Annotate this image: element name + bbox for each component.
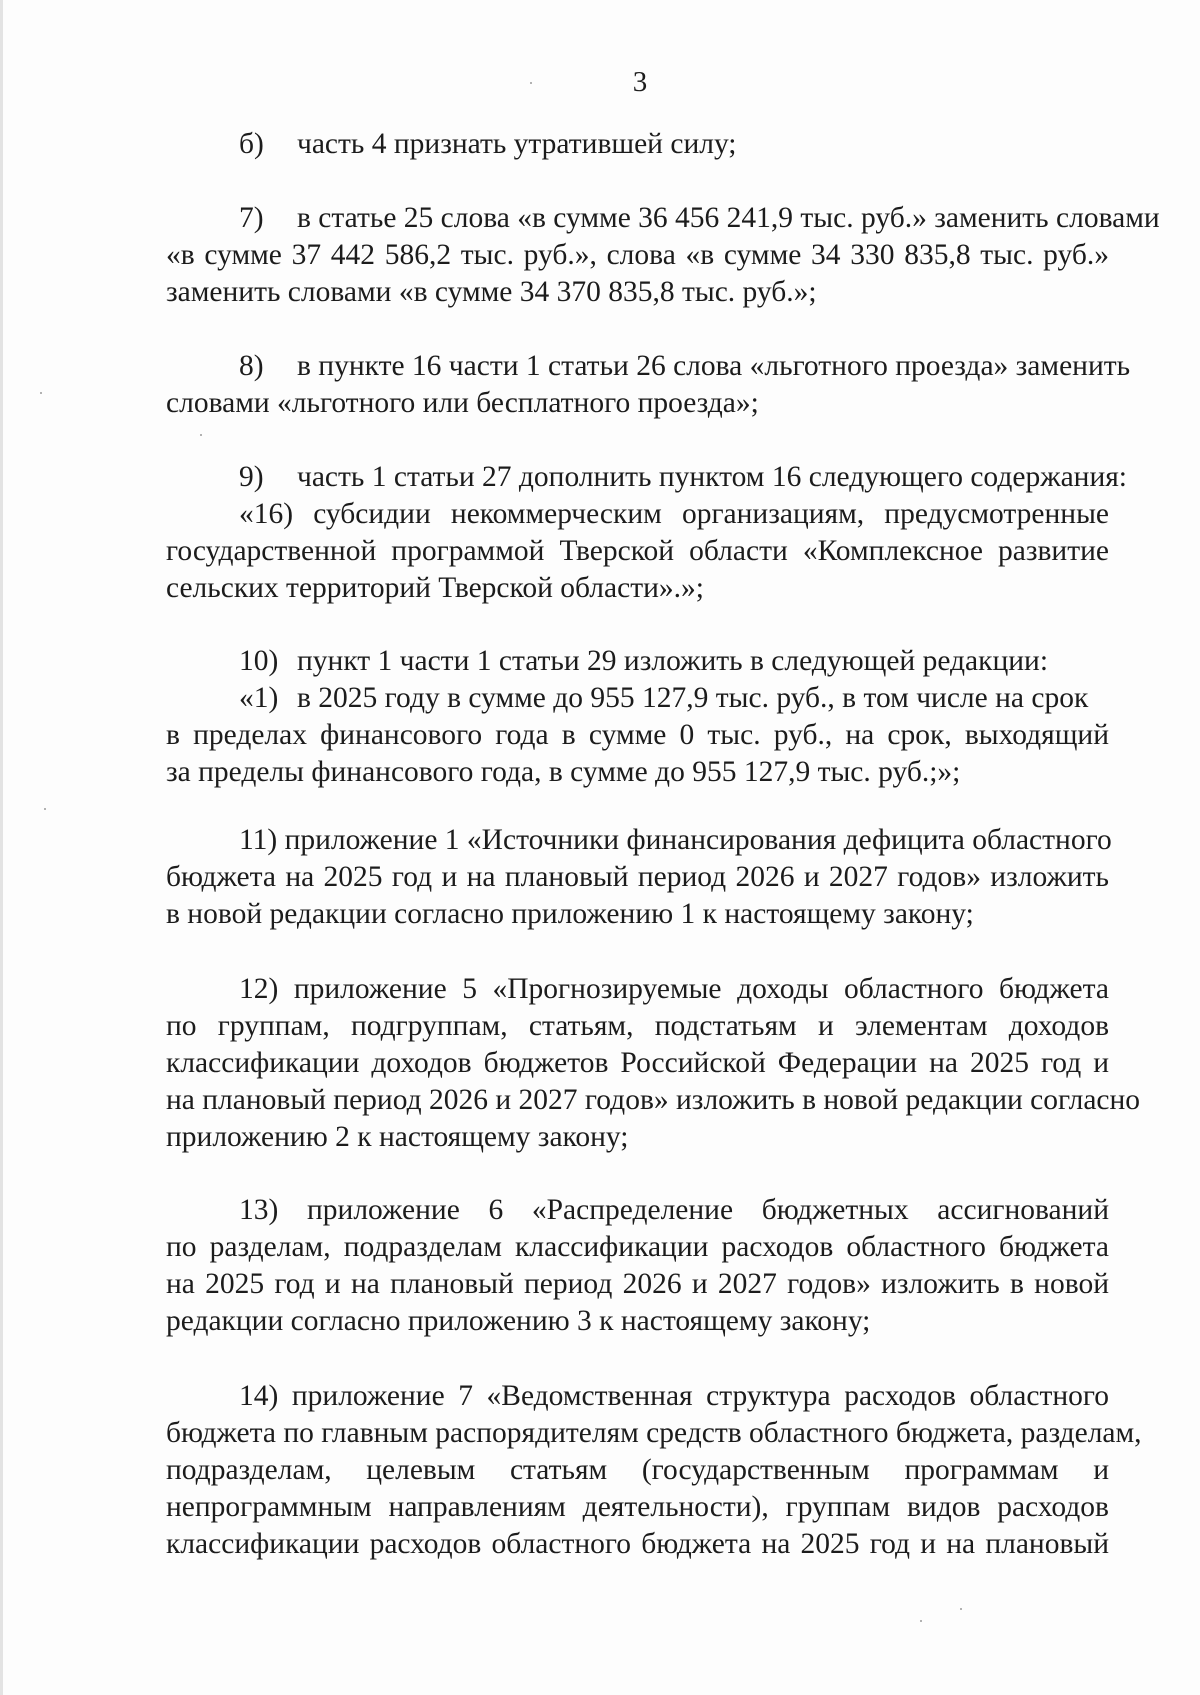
text-line: бюджета на 2025 год и на плановый период 2026 и 2027 годов» изложить: [166, 861, 1109, 893]
item-label: 8): [239, 350, 264, 382]
quote-1-line-1: [166, 680, 1109, 717]
item-label: 7): [239, 202, 264, 234]
text-line: в пределах финансового года в сумме 0 тыс. руб., на срок, выходящий: [166, 719, 1109, 751]
item-label: 10): [239, 645, 279, 677]
item-8-line-1: [166, 348, 1131, 385]
text-line: подразделам, целевым статьям (государственным программам и: [166, 1454, 1109, 1486]
text-line: заменить словами «в сумме 34 370 835,8 тыс. руб.»;: [166, 276, 817, 308]
text-line: на 2025 год и на плановый период 2026 и 2027 годов» изложить в новой: [166, 1268, 1109, 1300]
text-line: «16) субсидии некоммерческим организациям, предусмотренные: [239, 498, 1109, 530]
text-line: пункт 1 части 1 статьи 29 изложить в следующей редакции:: [297, 645, 1049, 677]
scan-speck: [200, 434, 202, 436]
item-7-line-1: [166, 200, 1160, 237]
scan-speck: [920, 1620, 922, 1622]
item-label: 9): [239, 461, 264, 493]
text-line: сельских территорий Тверской области».»;: [166, 572, 704, 604]
text-line: непрограммным направлениям деятельности), группам видов расходов: [166, 1491, 1109, 1523]
scan-speck: [530, 82, 532, 84]
text-line: по разделам, подразделам классификации расходов областного бюджета: [166, 1231, 1109, 1263]
text-line: 13) приложение 6 «Распределение бюджетных ассигнований: [239, 1194, 1109, 1226]
scan-edge: [0, 0, 3, 1695]
text-line: 11) приложение 1 «Источники финансирования дефицита областного: [239, 824, 1112, 856]
text-line: редакции согласно приложению 3 к настоящему закону;: [166, 1305, 871, 1337]
scan-speck: [40, 392, 42, 394]
text-line: словами «льготного или бесплатного проезда»;: [166, 387, 759, 419]
text-line: классификации доходов бюджетов Российской Федерации на 2025 год и: [166, 1047, 1109, 1079]
text-line: государственной программой Тверской области «Комплексное развитие: [166, 535, 1109, 567]
item-9-line-1: [166, 459, 1128, 496]
text-line: в 2025 году в сумме до 955 127,9 тыс. руб., в том числе на срок: [297, 682, 1089, 714]
text-line: на плановый период 2026 и 2027 годов» изложить в новой редакции согласно: [166, 1084, 1141, 1116]
text-line: за пределы финансового года, в сумме до 955 127,9 тыс. руб.;»;: [166, 756, 961, 788]
item-label: «1): [239, 682, 279, 714]
text-line: классификации расходов областного бюджета на 2025 год и на плановый: [166, 1528, 1109, 1560]
text-line: бюджета по главным распорядителям средств областного бюджета, разделам,: [166, 1417, 1142, 1449]
text-line: «в сумме 37 442 586,2 тыс. руб.», слова «в сумме 34 330 835,8 тыс. руб.»: [166, 239, 1109, 271]
text-line: в статье 25 слова «в сумме 36 456 241,9 тыс. руб.» заменить словами: [297, 202, 1160, 234]
text-line: по группам, подгруппам, статьям, подстатьям и элементам доходов: [166, 1010, 1109, 1042]
text-line: 14) приложение 7 «Ведомственная структура расходов областного: [239, 1380, 1109, 1412]
text-line: часть 4 признать утратившей силу;: [297, 128, 737, 160]
text-line: в пункте 16 части 1 статьи 26 слова «льготного проезда» заменить: [297, 350, 1131, 382]
text-line: часть 1 статьи 27 дополнить пунктом 16 следующего содержания:: [297, 461, 1128, 493]
scan-speck: [44, 808, 46, 810]
page-number: 3: [632, 66, 648, 98]
text-line: в новой редакции согласно приложению 1 к настоящему закону;: [166, 898, 974, 930]
item-b: [166, 126, 1109, 163]
item-label: б): [239, 128, 264, 160]
scan-speck: [960, 1608, 962, 1610]
text-line: приложению 2 к настоящему закону;: [166, 1121, 629, 1153]
text-line: 12) приложение 5 «Прогнозируемые доходы областного бюджета: [239, 973, 1109, 1005]
item-10-line-1: [166, 643, 1109, 680]
